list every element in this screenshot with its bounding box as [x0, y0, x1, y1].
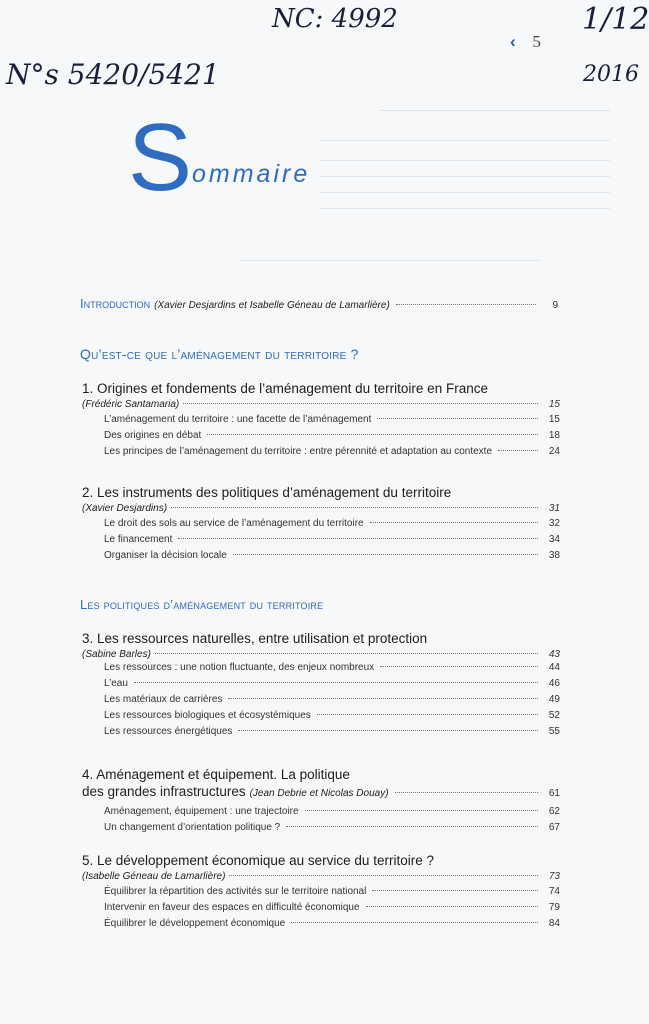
toc-item-label: Organiser la décision locale: [104, 550, 227, 561]
dot-leader: [366, 906, 538, 907]
toc-item-label: Les ressources : une notion fluctuante, des enjeux nombreux: [104, 662, 375, 673]
toc-item: [104, 822, 560, 838]
toc-item-page: 67: [548, 822, 560, 833]
dot-leader: [372, 890, 538, 891]
toc-item-page: 55: [548, 726, 560, 737]
chapter-title-line2: des grandes infrastructures: [82, 784, 246, 799]
dot-leader: [380, 666, 538, 667]
dot-leader: [171, 507, 538, 508]
toc-item-label: Équilibrer le développement économique: [104, 918, 286, 929]
dot-leader: [498, 450, 538, 451]
toc-item: [104, 886, 560, 902]
toc-item-label: Intervenir en faveur des espaces en difficulté économique: [104, 902, 360, 913]
section-heading-1: Qu’est-ce que l’aménagement du territoire ?: [80, 346, 359, 362]
dot-leader: [370, 522, 538, 523]
toc-item-label: Équilibrer la répartition des activités sur le territoire national: [104, 886, 367, 897]
dot-leader: [238, 730, 538, 731]
toc-item-page: 38: [548, 550, 560, 561]
toc-item-label: Des origines en débat: [104, 430, 202, 441]
toc-item-label: Aménagement, équipement : une trajectoire: [104, 806, 299, 817]
dot-leader: [134, 682, 538, 683]
toc-item-page: 62: [548, 806, 560, 817]
dot-leader: [396, 304, 536, 305]
toc-item: [104, 430, 560, 446]
toc-item: [104, 918, 560, 934]
chapter-author: (Jean Debrie et Nicolas Douay): [249, 788, 389, 799]
dot-leader: [317, 714, 538, 715]
dot-leader: [229, 875, 538, 876]
dot-leader: [178, 538, 538, 539]
chapter-page: 31: [548, 503, 560, 514]
toc-introduction: [80, 296, 558, 311]
dot-leader: [207, 434, 538, 435]
dot-leader: [395, 792, 538, 793]
handwritten-numbers: N°s 5420/5421: [6, 58, 220, 91]
page-header: [510, 32, 541, 52]
toc-item: [104, 726, 560, 742]
chapter-title: 3. Les ressources naturelles, entre utilisation et protection: [82, 631, 428, 646]
dot-leader: [305, 810, 538, 811]
toc-item-page: 46: [548, 678, 560, 689]
toc-item: [104, 414, 560, 430]
toc-item-page: 79: [548, 902, 560, 913]
toc-item: [104, 678, 560, 694]
chapter-author-row: [82, 503, 560, 514]
chevron-left-icon: ‹: [510, 32, 516, 51]
toc-item: [104, 550, 560, 566]
dot-leader: [286, 826, 538, 827]
intro-page: 9: [552, 300, 558, 311]
dot-leader: [183, 403, 538, 404]
chapter-title: 2. Les instruments des politiques d’aménagement du territoire: [82, 485, 452, 500]
toc-item-page: 18: [548, 430, 560, 441]
toc-chapter-3: [82, 630, 560, 742]
toc-item-label: L’eau: [104, 678, 128, 689]
toc-item-label: Le financement: [104, 534, 173, 545]
chapter-author-row: [82, 399, 560, 410]
toc-item-page: 49: [548, 694, 560, 705]
section-heading-2: Les politiques d’aménagement du territoire: [80, 597, 324, 612]
chapter-title: 5. Le développement économique au service du territoire ?: [82, 853, 434, 868]
toc-item: [104, 662, 560, 678]
title-rest: ommaire: [192, 160, 311, 188]
chapter-page: 73: [548, 871, 560, 882]
toc-chapter-1: [82, 380, 560, 462]
chapter-author: (Frédéric Santamaria): [82, 399, 180, 410]
dot-leader: [233, 554, 538, 555]
dot-leader: [155, 653, 538, 654]
toc-item: [104, 806, 560, 822]
chapter-title: 1. Origines et fondements de l’aménagement du territoire en France: [82, 381, 488, 396]
toc-item-label: Les matériaux de carrières: [104, 694, 223, 705]
dot-leader: [377, 418, 538, 419]
toc-item: [104, 694, 560, 710]
toc-chapter-4: [82, 766, 560, 838]
intro-label: Introduction: [80, 296, 151, 311]
chapter-page: 43: [548, 649, 560, 660]
title-initial: S: [128, 104, 193, 211]
handwritten-top-right: 1/12: [582, 2, 649, 37]
chapter-author-row: [82, 649, 560, 660]
toc-item-page: 15: [548, 414, 560, 425]
toc-chapter-2: [82, 484, 560, 566]
page-title: [128, 104, 311, 211]
toc-item-label: Les ressources énergétiques: [104, 726, 233, 737]
toc-item-page: 24: [548, 446, 560, 457]
toc-item-page: 32: [548, 518, 560, 529]
toc-item-page: 34: [548, 534, 560, 545]
toc-item-page: 74: [548, 886, 560, 897]
toc-item: [104, 534, 560, 550]
toc-item-label: Le droit des sols au service de l’aménagement du territoire: [104, 518, 364, 529]
toc-item-label: Les ressources biologiques et écosystémiques: [104, 710, 311, 721]
toc-item-page: 44: [548, 662, 560, 673]
toc-item: [104, 518, 560, 534]
page-number: 5: [532, 32, 541, 51]
intro-authors: (Xavier Desjardins et Isabelle Géneau de Lamarlière): [154, 300, 390, 311]
handwritten-nc: NC: 4992: [272, 4, 398, 34]
toc-item-page: 52: [548, 710, 560, 721]
toc-chapter-5: [82, 852, 560, 934]
chapter-author: (Xavier Desjardins): [82, 503, 168, 514]
chapter-title-line1: 4. Aménagement et équipement. La politique: [82, 767, 350, 782]
toc-item: [104, 710, 560, 726]
chapter-page: 15: [548, 399, 560, 410]
toc-item: [104, 902, 560, 918]
toc-item-label: Les principes de l’aménagement du territoire : entre pérennité et adaptation au contexte: [104, 446, 493, 457]
chapter-author: (Sabine Barles): [82, 649, 151, 660]
handwritten-year: 2016: [583, 62, 639, 87]
toc-item-label: L’aménagement du territoire : une facette de l’aménagement: [104, 414, 372, 425]
toc-item-page: 84: [548, 918, 560, 929]
dot-leader: [291, 922, 538, 923]
toc-item: [104, 446, 560, 462]
toc-item-label: Un changement d’orientation politique ?: [104, 822, 281, 833]
dot-leader: [228, 698, 538, 699]
chapter-author-row: [82, 871, 560, 882]
chapter-page: 61: [548, 788, 560, 799]
chapter-author: (Isabelle Géneau de Lamarlière): [82, 871, 226, 882]
chapter-author-row: [82, 783, 560, 802]
